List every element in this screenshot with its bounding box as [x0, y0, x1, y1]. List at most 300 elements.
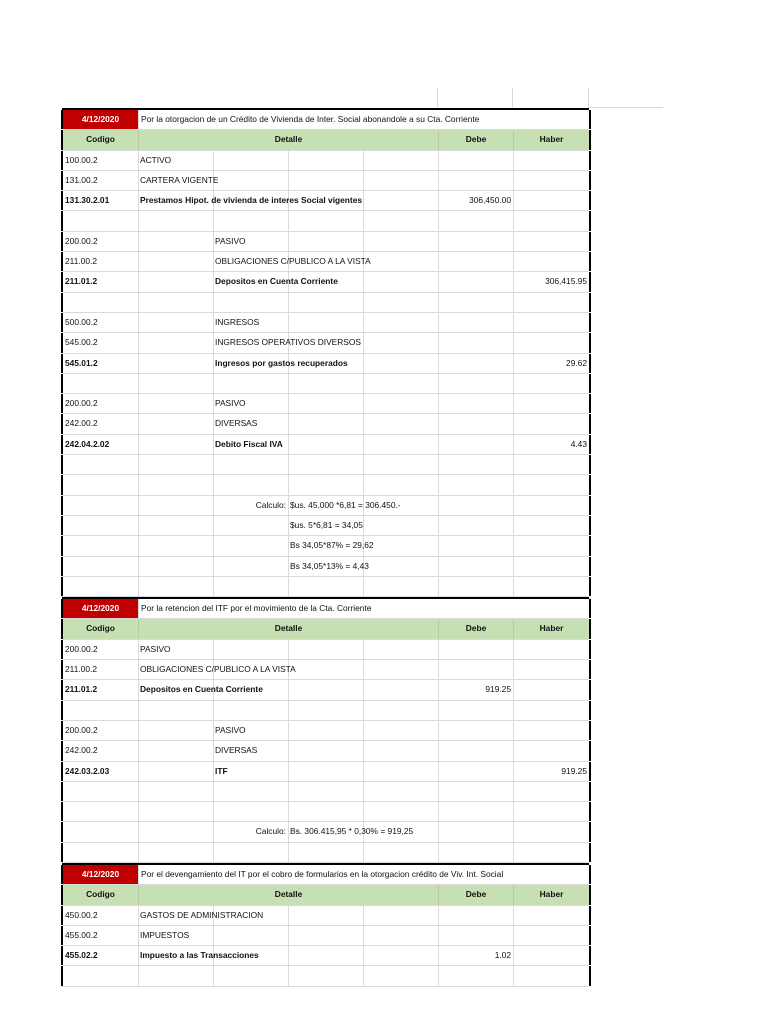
table-cell[interactable]: [363, 475, 438, 494]
table-cell[interactable]: [213, 516, 288, 535]
table-cell[interactable]: [438, 536, 513, 555]
table-cell[interactable]: [513, 926, 589, 945]
account-detail[interactable]: PASIVO: [215, 398, 246, 409]
table-border-left: [61, 232, 63, 251]
table-cell[interactable]: [138, 536, 213, 555]
table-border-left: [61, 496, 63, 515]
table-row: [62, 232, 589, 252]
table-header-row: [62, 885, 589, 905]
table-cell[interactable]: [513, 660, 589, 679]
header-haber[interactable]: Haber: [513, 130, 589, 149]
entry-description[interactable]: Por la retencion del ITF por el movimiento de la Cta. Corriente: [138, 599, 589, 618]
table-cell[interactable]: [438, 293, 513, 312]
table-cell[interactable]: [513, 557, 589, 576]
table-cell[interactable]: [62, 455, 138, 474]
table-cell[interactable]: [438, 721, 513, 740]
table-cell[interactable]: [138, 721, 213, 740]
table-cell[interactable]: [62, 536, 138, 555]
table-cell[interactable]: [513, 946, 589, 965]
table-header-row: [62, 619, 589, 639]
table-cell[interactable]: [438, 822, 513, 841]
table-cell[interactable]: [363, 782, 438, 801]
account-code[interactable]: 211.01.2: [62, 272, 138, 291]
table-cell[interactable]: [62, 701, 138, 720]
table-row: [62, 536, 589, 556]
table-cell[interactable]: [513, 293, 589, 312]
table-cell[interactable]: [513, 701, 589, 720]
table-cell[interactable]: [62, 496, 138, 515]
table-cell[interactable]: [438, 455, 513, 474]
table-row: [62, 171, 589, 191]
gridline: [588, 88, 589, 108]
debe-amount[interactable]: 919.25: [485, 684, 511, 695]
table-cell[interactable]: [438, 906, 513, 925]
table-cell[interactable]: [213, 966, 288, 985]
account-detail[interactable]: ACTIVO: [140, 154, 172, 165]
table-cell[interactable]: [513, 394, 589, 413]
gridline: [437, 88, 438, 108]
table-cell[interactable]: [513, 577, 589, 596]
table-border-left: [61, 843, 63, 862]
table-cell[interactable]: [288, 374, 363, 393]
table-border-left: [61, 293, 63, 312]
table-cell[interactable]: [438, 394, 513, 413]
table-row: [62, 151, 589, 171]
table-cell[interactable]: [438, 516, 513, 535]
table-row: [62, 721, 589, 741]
haber-amount[interactable]: 4.43: [570, 438, 587, 449]
calculation-formula[interactable]: $us. 5*6,81 = 34,05: [290, 519, 363, 530]
table-cell[interactable]: [138, 394, 213, 413]
gridline: [588, 107, 663, 108]
table-border-right: [589, 599, 591, 618]
table-cell[interactable]: [138, 557, 213, 576]
table-border-right: [589, 762, 591, 781]
table-cell[interactable]: [438, 354, 513, 373]
entry-title-row: [62, 597, 589, 619]
account-code[interactable]: 242.00.2: [62, 414, 138, 433]
table-border-right: [589, 272, 591, 291]
table-cell[interactable]: [288, 802, 363, 821]
table-cell[interactable]: [138, 293, 213, 312]
entry-date-badge[interactable]: 4/12/2020: [62, 865, 138, 884]
table-cell[interactable]: [438, 640, 513, 659]
table-cell[interactable]: [213, 455, 288, 474]
table-cell[interactable]: [138, 252, 213, 271]
table-row: [62, 374, 589, 394]
table-cell[interactable]: [138, 966, 213, 985]
table-border-right: [589, 354, 591, 373]
table-border-right: [589, 211, 591, 230]
table-cell[interactable]: [438, 843, 513, 862]
account-detail[interactable]: PASIVO: [215, 235, 246, 246]
table-border-right: [589, 721, 591, 740]
account-code[interactable]: 455.00.2: [62, 926, 138, 945]
table-cell[interactable]: [288, 701, 363, 720]
account-detail[interactable]: DIVERSAS: [215, 418, 258, 429]
table-row: [62, 966, 589, 986]
table-border-left: [61, 272, 63, 291]
account-code[interactable]: 200.00.2: [62, 394, 138, 413]
table-cell[interactable]: [513, 171, 589, 190]
entry-title-row: [62, 108, 589, 130]
debe-amount[interactable]: 306,450.00: [469, 195, 511, 206]
table-cell[interactable]: [62, 577, 138, 596]
calculation-formula[interactable]: Bs. 306.415,95 * 0,30% = 919,25: [290, 826, 414, 837]
table-row: [62, 762, 589, 782]
table-cell[interactable]: [363, 577, 438, 596]
table-cell[interactable]: [513, 211, 589, 230]
header-codigo[interactable]: Codigo: [62, 130, 138, 149]
table-cell[interactable]: [213, 782, 288, 801]
table-border-left: [61, 374, 63, 393]
table-cell[interactable]: [138, 762, 213, 781]
entry-date-badge[interactable]: 4/12/2020: [62, 599, 138, 618]
table-cell[interactable]: [62, 782, 138, 801]
table-cell[interactable]: [363, 843, 438, 862]
account-detail[interactable]: INGRESOS OPERATIVOS DIVERSOS: [215, 337, 361, 348]
table-cell[interactable]: [438, 577, 513, 596]
table-border-right: [589, 516, 591, 535]
table-cell[interactable]: [138, 802, 213, 821]
table-cell[interactable]: [138, 701, 213, 720]
table-border-left: [61, 802, 63, 821]
calculation-formula[interactable]: Bs 34,05*87% = 29,62: [290, 540, 374, 551]
table-row: [62, 455, 589, 475]
table-cell[interactable]: [438, 762, 513, 781]
entry-description[interactable]: Por la otorgacion de un Crédito de Vivienda de Inter. Social abonandole a su Cta. Corriente: [138, 110, 589, 129]
table-cell[interactable]: [438, 252, 513, 271]
table-border-right: [589, 110, 591, 129]
table-cell[interactable]: [438, 151, 513, 170]
table-border-right: [589, 822, 591, 841]
header-debe[interactable]: Debe: [438, 130, 513, 149]
account-code[interactable]: 200.00.2: [62, 232, 138, 251]
table-cell[interactable]: [513, 741, 589, 760]
calculation-formula[interactable]: $us. 45.000 *6,81 = 306.450.-: [290, 499, 401, 510]
calculation-label[interactable]: Calculo:: [255, 826, 286, 837]
table-cell[interactable]: [513, 333, 589, 352]
table-cell[interactable]: [513, 721, 589, 740]
account-detail[interactable]: PASIVO: [215, 724, 246, 735]
table-cell[interactable]: [62, 293, 138, 312]
table-cell[interactable]: [288, 293, 363, 312]
account-detail[interactable]: INGRESOS: [215, 316, 260, 327]
table-cell[interactable]: [62, 822, 138, 841]
table-cell[interactable]: [363, 701, 438, 720]
table-cell[interactable]: [513, 782, 589, 801]
table-cell[interactable]: [513, 374, 589, 393]
table-border-left: [61, 966, 63, 985]
account-detail[interactable]: PASIVO: [140, 643, 171, 654]
table-cell[interactable]: [62, 374, 138, 393]
account-detail[interactable]: Ingresos por gastos recuperados: [215, 357, 348, 368]
table-cell[interactable]: [438, 171, 513, 190]
table-cell[interactable]: [438, 926, 513, 945]
account-detail[interactable]: Depositos en Cuenta Corriente: [215, 276, 338, 287]
table-border-right: [589, 333, 591, 352]
table-cell[interactable]: [363, 966, 438, 985]
table-cell[interactable]: [438, 966, 513, 985]
calculation-label[interactable]: Calculo:: [255, 499, 286, 510]
table-cell[interactable]: [288, 455, 363, 474]
account-detail[interactable]: GASTOS DE ADMINISTRACION: [140, 909, 264, 920]
account-code[interactable]: 455.02.2: [62, 946, 138, 965]
table-cell[interactable]: [438, 414, 513, 433]
table-cell[interactable]: [138, 822, 213, 841]
account-code[interactable]: 242.04.2.02: [62, 435, 138, 454]
table-cell[interactable]: [513, 191, 589, 210]
table-cell[interactable]: [62, 516, 138, 535]
table-cell[interactable]: [213, 577, 288, 596]
table-cell[interactable]: [513, 680, 589, 699]
account-detail[interactable]: CARTERA VIGENTE: [140, 174, 219, 185]
table-border-right: [589, 293, 591, 312]
calculation-formula[interactable]: Bs 34,05*13% = 4,43: [290, 560, 369, 571]
table-cell[interactable]: [213, 557, 288, 576]
entry-date-badge[interactable]: 4/12/2020: [62, 110, 138, 129]
header-haber[interactable]: Haber: [513, 885, 589, 904]
entry-description[interactable]: Por el devengamiento del IT por el cobro de formularios en la otorgacion crédito de Viv. Int. Social: [138, 865, 589, 884]
table-cell[interactable]: [513, 414, 589, 433]
table-cell[interactable]: [62, 557, 138, 576]
table-cell[interactable]: [513, 906, 589, 925]
table-cell[interactable]: [438, 374, 513, 393]
table-cell[interactable]: [438, 557, 513, 576]
table-cell[interactable]: [513, 822, 589, 841]
table-border-right: [589, 843, 591, 862]
table-row: [62, 354, 589, 374]
table-border-left: [61, 394, 63, 413]
table-row: [62, 701, 589, 721]
account-detail[interactable]: DIVERSAS: [215, 745, 258, 756]
table-cell[interactable]: [438, 272, 513, 291]
haber-amount[interactable]: 919.25: [561, 765, 587, 776]
table-cell[interactable]: [438, 435, 513, 454]
table-cell[interactable]: [363, 374, 438, 393]
table-cell[interactable]: [438, 333, 513, 352]
account-code[interactable]: 131.00.2: [62, 171, 138, 190]
table-row: [62, 394, 589, 414]
table-row: [62, 252, 589, 272]
table-cell[interactable]: [513, 843, 589, 862]
account-detail[interactable]: Impuesto a las Transacciones: [140, 950, 259, 961]
table-cell[interactable]: [138, 782, 213, 801]
table-cell[interactable]: [363, 802, 438, 821]
table-cell[interactable]: [513, 475, 589, 494]
account-detail[interactable]: ITF: [215, 765, 228, 776]
header-codigo[interactable]: Codigo: [62, 619, 138, 638]
table-cell[interactable]: [288, 475, 363, 494]
table-cell[interactable]: [513, 802, 589, 821]
table-cell[interactable]: [288, 211, 363, 230]
account-code[interactable]: 131.30.2.01: [62, 191, 138, 210]
table-cell[interactable]: [438, 211, 513, 230]
table-border-right: [589, 130, 591, 149]
table-border-left: [61, 619, 63, 638]
table-border-left: [61, 354, 63, 373]
account-detail[interactable]: Prestamos Hipot. de vivienda de interes Social vigentes: [140, 195, 363, 206]
table-cell[interactable]: [438, 313, 513, 332]
account-code[interactable]: 545.00.2: [62, 333, 138, 352]
header-codigo[interactable]: Codigo: [62, 885, 138, 904]
table-cell[interactable]: [138, 374, 213, 393]
table-cell[interactable]: [513, 455, 589, 474]
table-border-left: [61, 721, 63, 740]
account-detail[interactable]: IMPUESTOS: [140, 929, 190, 940]
header-debe[interactable]: Debe: [438, 885, 513, 904]
table-cell[interactable]: [138, 577, 213, 596]
table-cell[interactable]: [213, 843, 288, 862]
table-cell[interactable]: [438, 782, 513, 801]
table-cell[interactable]: [513, 313, 589, 332]
table-cell[interactable]: [513, 536, 589, 555]
table-header-row: [62, 130, 589, 150]
table-cell[interactable]: [213, 802, 288, 821]
table-border-right: [589, 926, 591, 945]
accounting-journal-sheet: [62, 108, 589, 987]
table-row: [62, 211, 589, 231]
table-cell[interactable]: [138, 232, 213, 251]
table-row: [62, 802, 589, 822]
table-border-left: [61, 333, 63, 352]
table-border-right: [589, 374, 591, 393]
table-border-left: [61, 741, 63, 760]
table-cell[interactable]: [363, 455, 438, 474]
table-cell[interactable]: [138, 354, 213, 373]
table-row: [62, 557, 589, 577]
table-border-left: [61, 599, 63, 618]
debe-amount[interactable]: 1.02: [494, 950, 511, 961]
table-cell[interactable]: [62, 475, 138, 494]
table-border-left: [61, 516, 63, 535]
table-cell[interactable]: [138, 414, 213, 433]
table-cell[interactable]: [288, 966, 363, 985]
table-cell[interactable]: [288, 782, 363, 801]
table-cell[interactable]: [62, 843, 138, 862]
account-detail[interactable]: Depositos en Cuenta Corriente: [140, 684, 263, 695]
account-code[interactable]: 211.01.2: [62, 680, 138, 699]
table-cell[interactable]: [513, 232, 589, 251]
table-cell[interactable]: [62, 966, 138, 985]
table-border-right: [589, 660, 591, 679]
table-cell[interactable]: [138, 843, 213, 862]
table-border-left: [61, 414, 63, 433]
table-row: [62, 741, 589, 761]
table-border-left: [61, 536, 63, 555]
account-code[interactable]: 450.00.2: [62, 906, 138, 925]
account-detail[interactable]: OBLIGACIONES C/PUBLICO A LA VISTA: [215, 256, 371, 267]
table-border-left: [61, 640, 63, 659]
table-border-left: [61, 475, 63, 494]
table-cell[interactable]: [513, 516, 589, 535]
header-detalle[interactable]: Detalle: [138, 619, 438, 638]
table-cell[interactable]: [438, 701, 513, 720]
table-border-left: [61, 782, 63, 801]
table-cell[interactable]: [288, 843, 363, 862]
table-border-left: [61, 946, 63, 965]
table-cell[interactable]: [138, 455, 213, 474]
header-debe[interactable]: Debe: [438, 619, 513, 638]
header-detalle[interactable]: Detalle: [138, 885, 438, 904]
header-haber[interactable]: Haber: [513, 619, 589, 638]
table-border-left: [61, 822, 63, 841]
table-cell[interactable]: [138, 272, 213, 291]
table-cell[interactable]: [438, 232, 513, 251]
account-code[interactable]: 242.03.2.03: [62, 762, 138, 781]
table-cell[interactable]: [438, 660, 513, 679]
table-cell[interactable]: [213, 536, 288, 555]
table-cell[interactable]: [513, 151, 589, 170]
table-cell[interactable]: [213, 374, 288, 393]
table-cell[interactable]: [363, 293, 438, 312]
table-cell[interactable]: [513, 496, 589, 515]
table-cell[interactable]: [138, 475, 213, 494]
table-cell[interactable]: [213, 293, 288, 312]
table-border-right: [589, 313, 591, 332]
table-border-right: [589, 640, 591, 659]
account-detail[interactable]: Debito Fiscal IVA: [215, 438, 283, 449]
table-border-right: [589, 782, 591, 801]
table-border-right: [589, 865, 591, 884]
table-cell[interactable]: [438, 741, 513, 760]
table-cell[interactable]: [438, 496, 513, 515]
account-code[interactable]: 211.00.2: [62, 252, 138, 271]
table-cell[interactable]: [513, 252, 589, 271]
table-cell[interactable]: [138, 516, 213, 535]
table-border-right: [589, 966, 591, 985]
table-cell[interactable]: [213, 475, 288, 494]
account-code[interactable]: 242.00.2: [62, 741, 138, 760]
table-row: [62, 333, 589, 353]
table-cell[interactable]: [138, 741, 213, 760]
account-detail[interactable]: OBLIGACIONES C/PUBLICO A LA VISTA: [140, 664, 296, 675]
table-cell[interactable]: [513, 640, 589, 659]
table-cell[interactable]: [138, 333, 213, 352]
table-cell[interactable]: [213, 701, 288, 720]
table-cell[interactable]: [138, 496, 213, 515]
table-border-left: [61, 171, 63, 190]
table-border-right: [589, 435, 591, 454]
table-border-right: [589, 557, 591, 576]
account-code[interactable]: 211.00.2: [62, 660, 138, 679]
table-cell[interactable]: [438, 802, 513, 821]
table-row: [62, 782, 589, 802]
haber-amount[interactable]: 306,415.95: [545, 276, 587, 287]
table-cell[interactable]: [438, 475, 513, 494]
table-cell[interactable]: [363, 211, 438, 230]
table-cell[interactable]: [138, 211, 213, 230]
account-code[interactable]: 100.00.2: [62, 151, 138, 170]
account-code[interactable]: 545.01.2: [62, 354, 138, 373]
haber-amount[interactable]: 29.62: [566, 357, 587, 368]
table-cell[interactable]: [213, 211, 288, 230]
table-cell[interactable]: [513, 966, 589, 985]
table-cell[interactable]: [138, 313, 213, 332]
header-detalle[interactable]: Detalle: [138, 130, 438, 149]
table-cell[interactable]: [288, 577, 363, 596]
table-border-right: [589, 414, 591, 433]
table-cell[interactable]: [62, 802, 138, 821]
table-cell[interactable]: [62, 211, 138, 230]
table-cell[interactable]: [138, 435, 213, 454]
account-code[interactable]: 200.00.2: [62, 721, 138, 740]
account-code[interactable]: 500.00.2: [62, 313, 138, 332]
table-row: [62, 414, 589, 434]
account-code[interactable]: 200.00.2: [62, 640, 138, 659]
table-row: [62, 946, 589, 966]
table-border-left: [61, 701, 63, 720]
